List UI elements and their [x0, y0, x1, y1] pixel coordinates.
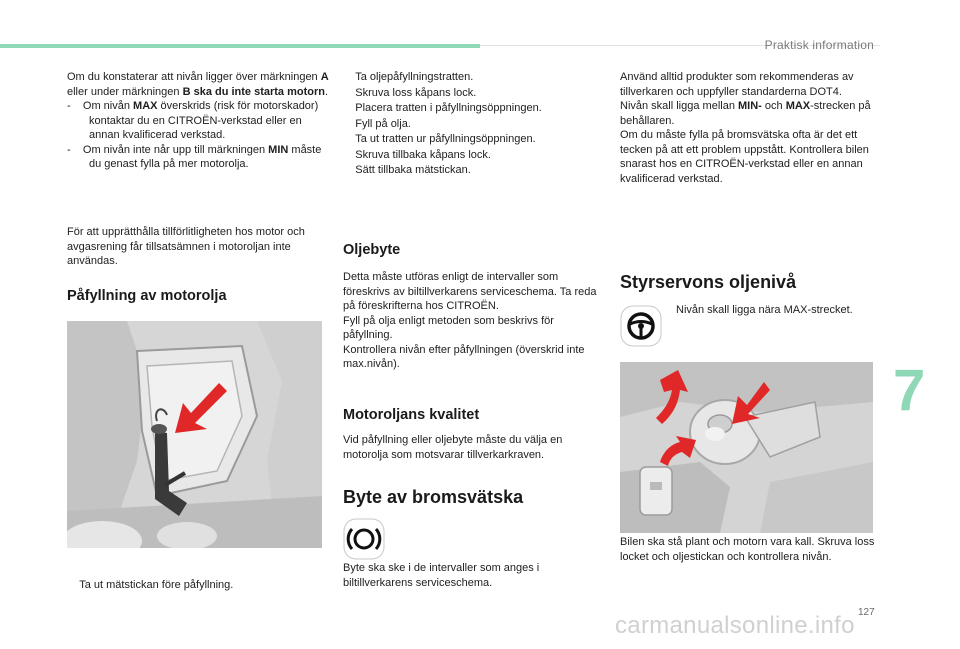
- heading-oil-quality: Motoroljans kvalitet: [343, 407, 480, 423]
- oil-change-text: Detta måste utföras enligt de intervaller som föreskrivs av biltillverkarens serviceschema. Ta reda på föreskrifterna hos CITROËN. Fyll på olja enligt metoden som beskrivs för påfyllning. Kontrollera nivån efter påfyllningen (överskrid inte max.nivån).: [343, 271, 597, 370]
- oil-quality-text: Vid påfyllning eller oljebyte måste du välja en motorolja som motsvarar tillverkarkraven.: [343, 434, 563, 461]
- heading-fill-engine-oil: Påfyllning av motorolja: [67, 288, 227, 304]
- list-item: Ta ut tratten ur påfyllningsöppningen.: [355, 133, 536, 145]
- page-number: 127: [858, 607, 875, 618]
- list-item: Fyll på olja.: [355, 117, 411, 130]
- heading-brake-fluid: Byte av bromsvätska: [343, 487, 524, 507]
- list-item: Placera tratten i påfyllningsöppningen.: [355, 102, 542, 114]
- additive-text: För att upprätthålla tillförlitligheten hos motor och avgasrening får tillsatsämnen i motoroljan inte användas.: [67, 226, 305, 267]
- list-item: Skruva tillbaka kåpans lock.: [355, 148, 491, 161]
- list-item: Skruva loss kåpans lock.: [355, 86, 477, 99]
- steering-check-text: Bilen ska stå plant och motorn vara kall. Skruva loss locket och oljestickan och kontrollera nivån.: [620, 536, 875, 563]
- fill-steps-list: [343, 70, 601, 179]
- brake-fluid-text: Använd alltid produkter som rekommenderas av tillverkaren och uppfyller standarderna DOT4. Nivån skall ligga mellan MIN- och MAX-strecken på behållaren. Om du måste fylla på bromsvätska ofta är det ett tecken på att ett problem uppstått. Kontrollera bilen snarast hos en CITROËN-verkstad eller en annan kvalificerad verkstad.: [620, 71, 871, 185]
- remove-dipstick-step: Ta ut mätstickan före påfyllning.: [79, 579, 234, 591]
- level-warning-text: Om du konstaterar att nivån ligger över märkningen A eller under märkningen B ska du inte starta motorn. - Om nivån MAX överskrids (risk för motorskador) kontaktar du en CITROËN-verkstad eller en annan kvalificerad verkstad. - Om nivån inte når upp till märkningen MIN måste du genast fylla på mer motorolja.: [67, 71, 329, 170]
- steering-wheel-icon: [620, 305, 662, 352]
- heading-power-steering: Styrservons oljenivå: [620, 272, 797, 292]
- power-steering-photo: [620, 362, 873, 533]
- engine-oil-photo: [67, 321, 322, 548]
- heading-oil-change: Oljebyte: [343, 242, 401, 258]
- list-item: - Om nivån inte når upp till märkningen MIN måste du genast fylla på mer motorolja.: [67, 143, 322, 170]
- brake-interval-text: Byte ska ske i de intervaller som anges i biltillverkarens serviceschema.: [343, 562, 540, 589]
- chapter-number: 7: [893, 358, 926, 423]
- steering-level-text: Nivån skall ligga nära MAX-strecket.: [676, 304, 853, 316]
- watermark: carmanualsonline.info: [615, 612, 855, 639]
- list-item: Ta oljepåfyllningstratten.: [355, 71, 474, 83]
- list-item: - Om nivån MAX överskrids (risk för motorskador) kontaktar du en CITROËN-verkstad eller en annan kvalificerad verkstad.: [67, 100, 319, 141]
- header-accent-bar: [0, 44, 480, 48]
- brake-warning-icon: [343, 518, 385, 565]
- section-title: Praktisk information: [764, 38, 874, 52]
- list-item: Sätt tillbaka mätstickan.: [355, 164, 471, 176]
